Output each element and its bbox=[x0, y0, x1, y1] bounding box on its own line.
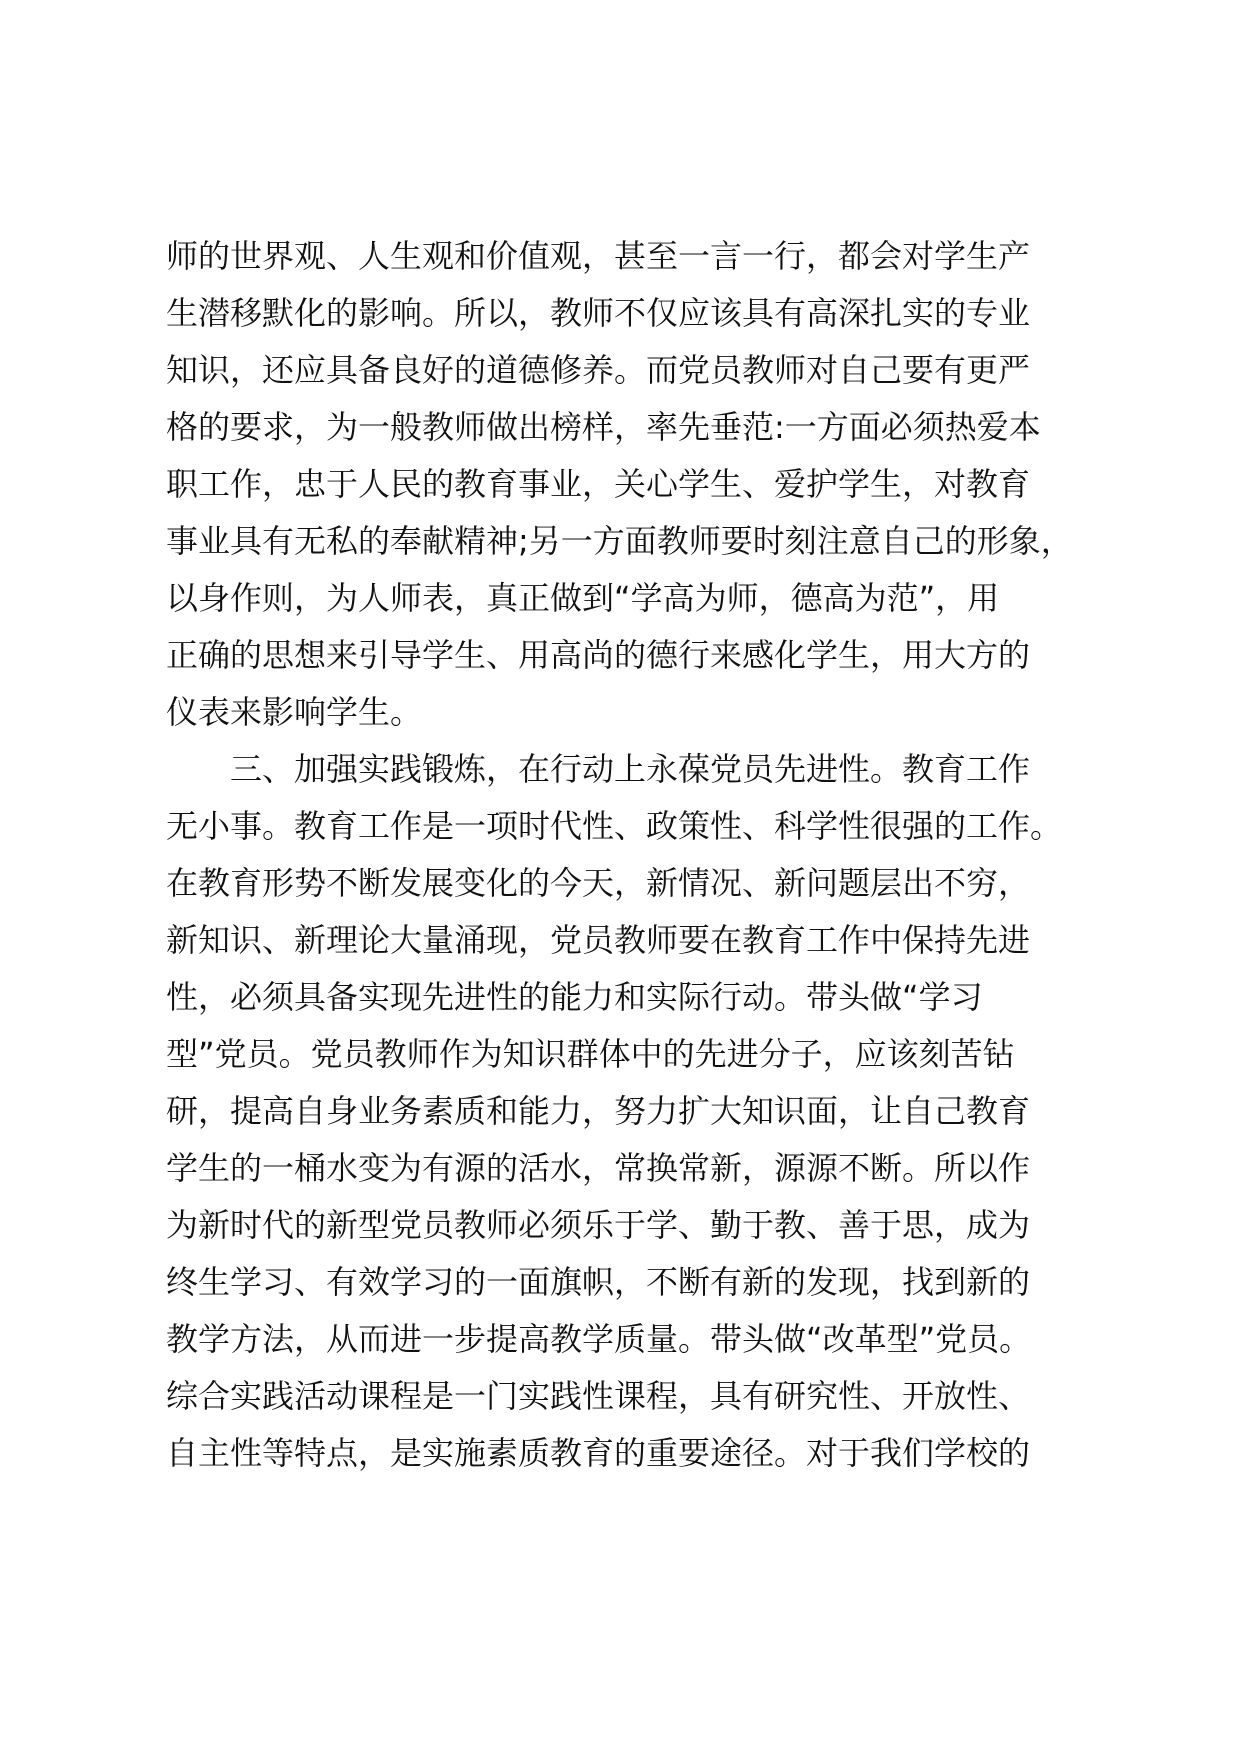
text-line: 格的要求，为一般教师做出榜样，率先垂范:一方面必须热爱本 bbox=[166, 408, 1041, 446]
text-line: 教学方法，从而进一步提高教学质量。带头做“改革型”党员。 bbox=[166, 1320, 1032, 1358]
text-line: 事业具有无私的奉献精神;另一方面教师要时刻注意自己的形象， bbox=[166, 522, 1073, 560]
text-line: 性，必须具备实现先进性的能力和实际行动。带头做“学习 bbox=[166, 978, 983, 1016]
text-line: 在教育形势不断发展变化的今天，新情况、新问题层出不穷， bbox=[166, 864, 1031, 902]
text-line: 终生学习、有效学习的一面旗帜，不断有新的发现，找到新的 bbox=[166, 1263, 1031, 1301]
text-line: 以身作则，为人师表，真正做到“学高为师，德高为范”，用 bbox=[166, 579, 1000, 617]
text-line: 为新时代的新型党员教师必须乐于学、勤于教、善于思，成为 bbox=[166, 1206, 1031, 1244]
text-line: 生潜移默化的影响。所以，教师不仅应该具有高深扎实的专业 bbox=[166, 294, 1031, 332]
section-heading-line: 三、加强实践锻炼，在行动上永葆党员先进性。教育工作 bbox=[166, 750, 1031, 788]
text-line: 学生的一桶水变为有源的活水，常换常新，源源不断。所以作 bbox=[166, 1149, 1031, 1187]
text-line: 研，提高自身业务素质和能力，努力扩大知识面，让自己教育 bbox=[166, 1092, 1031, 1130]
text-line: 型”党员。党员教师作为知识群体中的先进分子，应该刻苦钻 bbox=[166, 1035, 1015, 1073]
text-line: 综合实践活动课程是一门实践性课程，具有研究性、开放性、 bbox=[166, 1377, 1031, 1415]
text-line: 新知识、新理论大量涌现，党员教师要在教育工作中保持先进 bbox=[166, 921, 1031, 959]
text-line: 师的世界观、人生观和价值观，甚至一言一行，都会对学生产 bbox=[166, 237, 1031, 275]
body-text bbox=[166, 228, 1126, 1482]
text-line: 知识，还应具备良好的道德修养。而党员教师对自己要有更严 bbox=[166, 351, 1031, 389]
text-line: 自主性等特点，是实施素质教育的重要途径。对于我们学校的 bbox=[166, 1434, 1031, 1472]
text-line: 正确的思想来引导学生、用高尚的德行来感化学生，用大方的 bbox=[166, 636, 1031, 674]
text-line: 职工作，忠于人民的教育事业，关心学生、爱护学生，对教育 bbox=[166, 465, 1031, 503]
text-line: 仪表来影响学生。 bbox=[166, 693, 423, 731]
text-line: 无小事。教育工作是一项时代性、政策性、科学性很强的工作。 bbox=[166, 807, 1063, 845]
